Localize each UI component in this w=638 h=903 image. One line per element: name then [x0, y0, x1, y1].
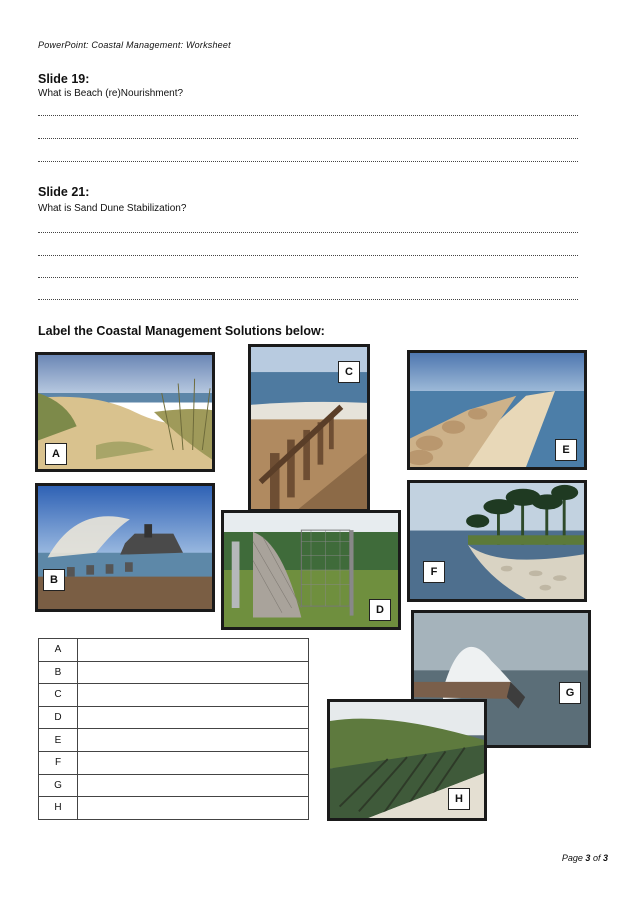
photo-a-label: A	[45, 443, 67, 465]
table-row	[39, 797, 309, 820]
answer-cell[interactable]	[78, 661, 309, 684]
answer-cell[interactable]	[78, 729, 309, 752]
row-letter: E	[39, 729, 78, 752]
answer-line[interactable]	[38, 255, 578, 256]
answer-line[interactable]	[38, 138, 578, 139]
answer-line[interactable]	[38, 161, 578, 162]
row-letter: B	[39, 661, 78, 684]
section-title: Label the Coastal Management Solutions below:	[38, 324, 325, 338]
table-row	[39, 684, 309, 707]
table-row	[39, 639, 309, 662]
answer-cell[interactable]	[78, 684, 309, 707]
row-letter: F	[39, 751, 78, 774]
photo-e-label: E	[555, 439, 577, 461]
photo-h	[327, 699, 487, 821]
photo-d-label: D	[369, 599, 391, 621]
answer-line[interactable]	[38, 232, 578, 233]
photo-d	[221, 510, 401, 630]
table-row	[39, 706, 309, 729]
slide-19-question: What is Beach (re)Nourishment?	[38, 88, 184, 99]
answer-cell[interactable]	[78, 706, 309, 729]
answer-cell[interactable]	[78, 797, 309, 820]
photo-g-label: G	[559, 682, 581, 704]
row-letter: A	[39, 639, 78, 662]
slide-21-title: Slide 21:	[38, 185, 90, 199]
row-letter: H	[39, 797, 78, 820]
row-letter: C	[39, 684, 78, 707]
table-row	[39, 774, 309, 797]
row-letter: G	[39, 774, 78, 797]
answer-table	[38, 638, 309, 820]
photo-c-label: C	[338, 361, 360, 383]
answer-line[interactable]	[38, 115, 578, 116]
photo-c	[248, 344, 370, 512]
photo-b-label: B	[43, 569, 65, 591]
photo-e	[407, 350, 587, 470]
table-row	[39, 751, 309, 774]
photo-b	[35, 483, 215, 612]
table-row	[39, 729, 309, 752]
answer-cell[interactable]	[78, 639, 309, 662]
slide-21-question: What is Sand Dune Stabilization?	[38, 203, 187, 214]
page-number: Page 3 of 3	[561, 853, 608, 863]
answer-line[interactable]	[38, 277, 578, 278]
slide-19-title: Slide 19:	[38, 72, 90, 86]
photo-f-label: F	[423, 561, 445, 583]
photo-a	[35, 352, 215, 472]
photo-h-label: H	[448, 788, 470, 810]
photo-f	[407, 480, 587, 602]
answer-cell[interactable]	[78, 751, 309, 774]
answer-line[interactable]	[38, 299, 578, 300]
row-letter: D	[39, 706, 78, 729]
table-row	[39, 661, 309, 684]
answer-cell[interactable]	[78, 774, 309, 797]
document-header: PowerPoint: Coastal Management: Worksheet	[38, 40, 231, 50]
